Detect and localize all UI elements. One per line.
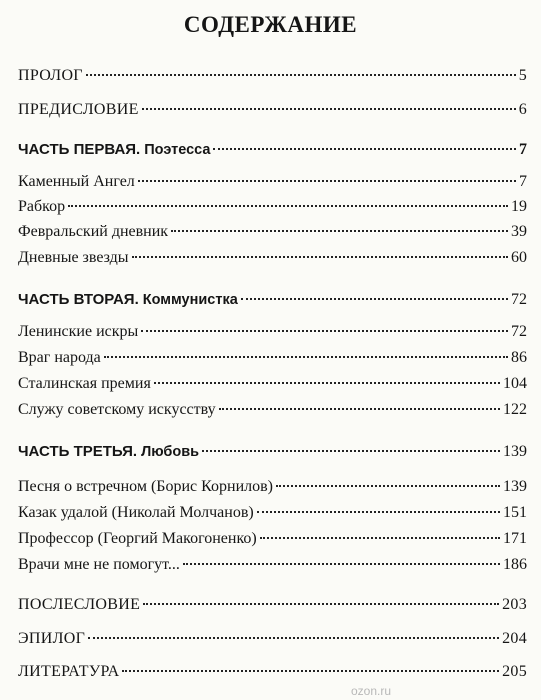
part-subtitle: Любовь: [141, 444, 200, 460]
toc-entry-label: Враг народа: [18, 349, 101, 366]
toc-entry-label: ЭПИЛОГ: [18, 630, 86, 647]
toc-entry-page: 203: [502, 596, 527, 613]
toc-entry-label: Ленинские искры: [18, 323, 139, 340]
toc-entry: [18, 477, 527, 497]
toc-entry-page: 139: [503, 478, 527, 495]
dot-leader: [183, 563, 500, 565]
dot-leader: [138, 180, 516, 182]
toc-entry-label: Профессор (Георгий Макогоненко): [18, 530, 257, 547]
dot-leader: [141, 330, 508, 332]
toc-part-three: [18, 442, 527, 462]
dot-leader: [202, 450, 500, 452]
toc-entry-page: 6: [518, 101, 527, 118]
part-heading: ЧАСТЬ ТРЕТЬЯ.: [18, 443, 138, 460]
dot-leader: [68, 205, 508, 207]
part-subtitle: Коммунистка: [142, 292, 238, 308]
toc-entry-page: 204: [502, 630, 527, 647]
part-subtitle: Поэтесса: [144, 142, 211, 158]
toc-entry-page: 39: [511, 223, 527, 240]
toc-part-one: [18, 140, 527, 160]
toc-entry-label: ПОСЛЕСЛОВИЕ: [18, 596, 141, 613]
toc-entry-preface: [18, 100, 527, 120]
dot-leader: [122, 670, 499, 672]
toc-entry-page: 72: [511, 323, 527, 340]
dot-leader: [154, 382, 500, 384]
toc-entry-page: 104: [503, 375, 527, 392]
watermark: ozon.ru: [350, 684, 391, 698]
dot-leader: [241, 298, 508, 300]
toc-entry: [18, 503, 527, 523]
dot-leader: [142, 108, 516, 110]
dot-leader: [257, 511, 500, 513]
toc-entry-label: ПРОЛОГ: [18, 67, 83, 84]
toc-entry: [18, 197, 527, 217]
toc-entry-label: Февральский дневник: [18, 223, 169, 240]
toc-entry-page: 72: [511, 291, 527, 308]
toc-entry: [18, 529, 527, 549]
toc-entry: [18, 322, 527, 342]
toc-entry-page: 122: [503, 401, 527, 418]
toc-entry-label: Служу советскому искусству: [18, 401, 216, 418]
toc-entry: [18, 348, 527, 368]
dot-leader: [171, 230, 508, 232]
toc-entry-label: ЛИТЕРАТУРА: [18, 663, 120, 680]
toc-part-two: [18, 290, 527, 310]
dot-leader: [143, 603, 499, 605]
toc-entry: [18, 222, 527, 242]
toc-entry-label: Врачи мне не помогут...: [18, 556, 180, 573]
toc-entry-prologue: [18, 66, 527, 86]
toc-entry: [18, 374, 527, 394]
part-heading: ЧАСТЬ ВТОРАЯ.: [18, 291, 139, 308]
toc-entry-page: 151: [503, 504, 527, 521]
toc-entry: [18, 555, 527, 575]
toc-entry-page: 139: [503, 443, 527, 460]
toc-entry-page: 186: [503, 556, 527, 573]
toc-entry-label: ПРЕДИСЛОВИЕ: [18, 101, 139, 118]
dot-leader: [86, 74, 516, 76]
toc-entry-label: Дневные звезды: [18, 249, 129, 266]
toc-entry-page: 86: [511, 349, 527, 366]
toc-entry-page: 5: [518, 67, 527, 84]
dot-leader: [260, 537, 500, 539]
page-title: СОДЕРЖАНИЕ: [183, 12, 358, 37]
toc-entry-page: 60: [511, 249, 527, 266]
toc-entry-literature: [18, 662, 527, 682]
toc-entry: [18, 248, 527, 268]
dot-leader: [213, 148, 516, 150]
toc-entry-page: 19: [511, 198, 527, 215]
toc-entry-page: 171: [503, 530, 527, 547]
dot-leader: [219, 408, 500, 410]
part-heading: ЧАСТЬ ПЕРВАЯ.: [18, 141, 141, 158]
toc-entry-label: Рабкор: [18, 198, 66, 215]
toc-entry-label: Каменный Ангел: [18, 173, 135, 190]
toc-entry-page: 205: [502, 663, 527, 680]
dot-leader: [88, 637, 499, 639]
toc-entry-label: Песня о встречном (Борис Корнилов): [18, 478, 274, 495]
dot-leader: [276, 485, 500, 487]
toc-entry-page: 7: [519, 173, 527, 190]
toc-entry-label: Казак удалой (Николай Молчанов): [18, 504, 254, 521]
toc-entry: [18, 172, 527, 192]
toc-entry-label: Сталинская премия: [18, 375, 151, 392]
dot-leader: [104, 356, 508, 358]
dot-leader: [132, 256, 508, 258]
toc-entry: [18, 400, 527, 420]
toc-entry-afterword: [18, 595, 527, 615]
toc-entry-page: 7: [519, 141, 527, 158]
toc-entry-epilogue: [18, 629, 527, 649]
